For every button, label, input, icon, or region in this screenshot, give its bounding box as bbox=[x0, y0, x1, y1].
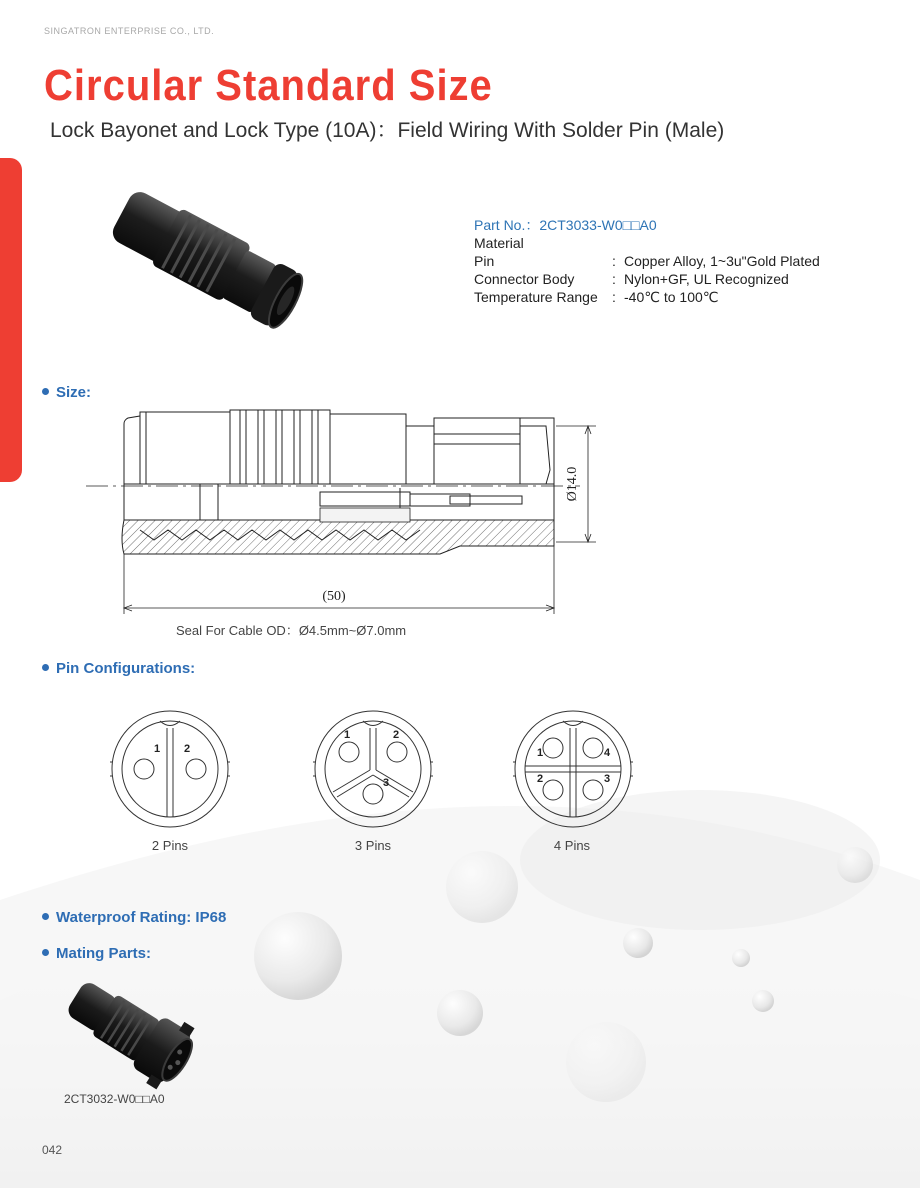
spec-key: Pin bbox=[474, 253, 495, 269]
pin-number: 1 bbox=[537, 747, 544, 759]
pin-number: 2 bbox=[393, 729, 400, 741]
spec-key: Temperature Range bbox=[474, 289, 598, 305]
length-label: (50) bbox=[322, 589, 346, 604]
pin-label-3: 3 Pins bbox=[354, 838, 392, 853]
mating-part-number: 2CT3032-W0□□A0 bbox=[64, 1092, 165, 1106]
spec-row bbox=[474, 252, 820, 270]
side-tab bbox=[0, 158, 22, 482]
spec-sep: : bbox=[612, 289, 616, 305]
pin-number: 2 bbox=[184, 743, 191, 755]
spec-value: Copper Alloy, 1~3u"Gold Plated bbox=[624, 253, 820, 269]
page-subtitle: Lock Bayonet and Lock Type (10A)：Field Wiring With Solder Pin (Male) bbox=[50, 119, 725, 142]
diameter-label: Ø14.0 bbox=[565, 466, 580, 502]
bullet-icon bbox=[42, 913, 49, 920]
spec-block bbox=[474, 216, 820, 306]
section-waterproof bbox=[42, 909, 226, 926]
section-pin-configs-label: Pin Configurations: bbox=[56, 660, 196, 677]
spec-row bbox=[474, 270, 820, 288]
mating-part-photo bbox=[62, 978, 202, 1090]
bullet-icon bbox=[42, 388, 49, 395]
section-mating bbox=[42, 945, 151, 962]
pin-number: 3 bbox=[604, 773, 611, 785]
pin-number: 4 bbox=[604, 747, 611, 759]
pin-label-2: 2 Pins bbox=[151, 838, 189, 853]
product-photo bbox=[100, 182, 315, 337]
spec-key: Connector Body bbox=[474, 271, 575, 287]
pin-number: 2 bbox=[537, 773, 544, 785]
spec-row bbox=[474, 288, 820, 306]
section-mating-label: Mating Parts: bbox=[56, 945, 152, 962]
pin-diagram-2 bbox=[110, 708, 230, 830]
company-name: SINGATRON ENTERPRISE CO., LTD. bbox=[44, 26, 215, 36]
pin-diagram-3 bbox=[313, 708, 433, 830]
pin-number: 3 bbox=[383, 777, 390, 789]
pin-diagram-4 bbox=[513, 708, 633, 830]
pin-number: 1 bbox=[344, 729, 351, 741]
section-waterproof-label: Waterproof Rating: IP68 bbox=[56, 909, 227, 926]
page-number: 042 bbox=[42, 1143, 63, 1157]
bullet-icon bbox=[42, 664, 49, 671]
part-number: Part No.：2CT3033-W0□□A0 bbox=[474, 217, 657, 233]
spec-sep: : bbox=[612, 271, 616, 287]
section-size-label: Size: bbox=[56, 384, 92, 401]
material-label: Material bbox=[474, 235, 524, 251]
seal-note: Seal For Cable OD：Ø4.5mm~Ø7.0mm bbox=[176, 623, 407, 638]
page-title: Circular Standard Size bbox=[44, 62, 493, 110]
bullet-icon bbox=[42, 949, 49, 956]
pin-label-4: 4 Pins bbox=[553, 838, 591, 853]
section-pin-configs bbox=[42, 660, 195, 677]
pin-number: 1 bbox=[154, 743, 161, 755]
spec-value: -40℃ to 100℃ bbox=[624, 289, 719, 305]
technical-drawing bbox=[80, 400, 610, 622]
spec-value: Nylon+GF, UL Recognized bbox=[624, 271, 789, 287]
spec-sep: : bbox=[612, 253, 616, 269]
section-size bbox=[42, 384, 91, 401]
